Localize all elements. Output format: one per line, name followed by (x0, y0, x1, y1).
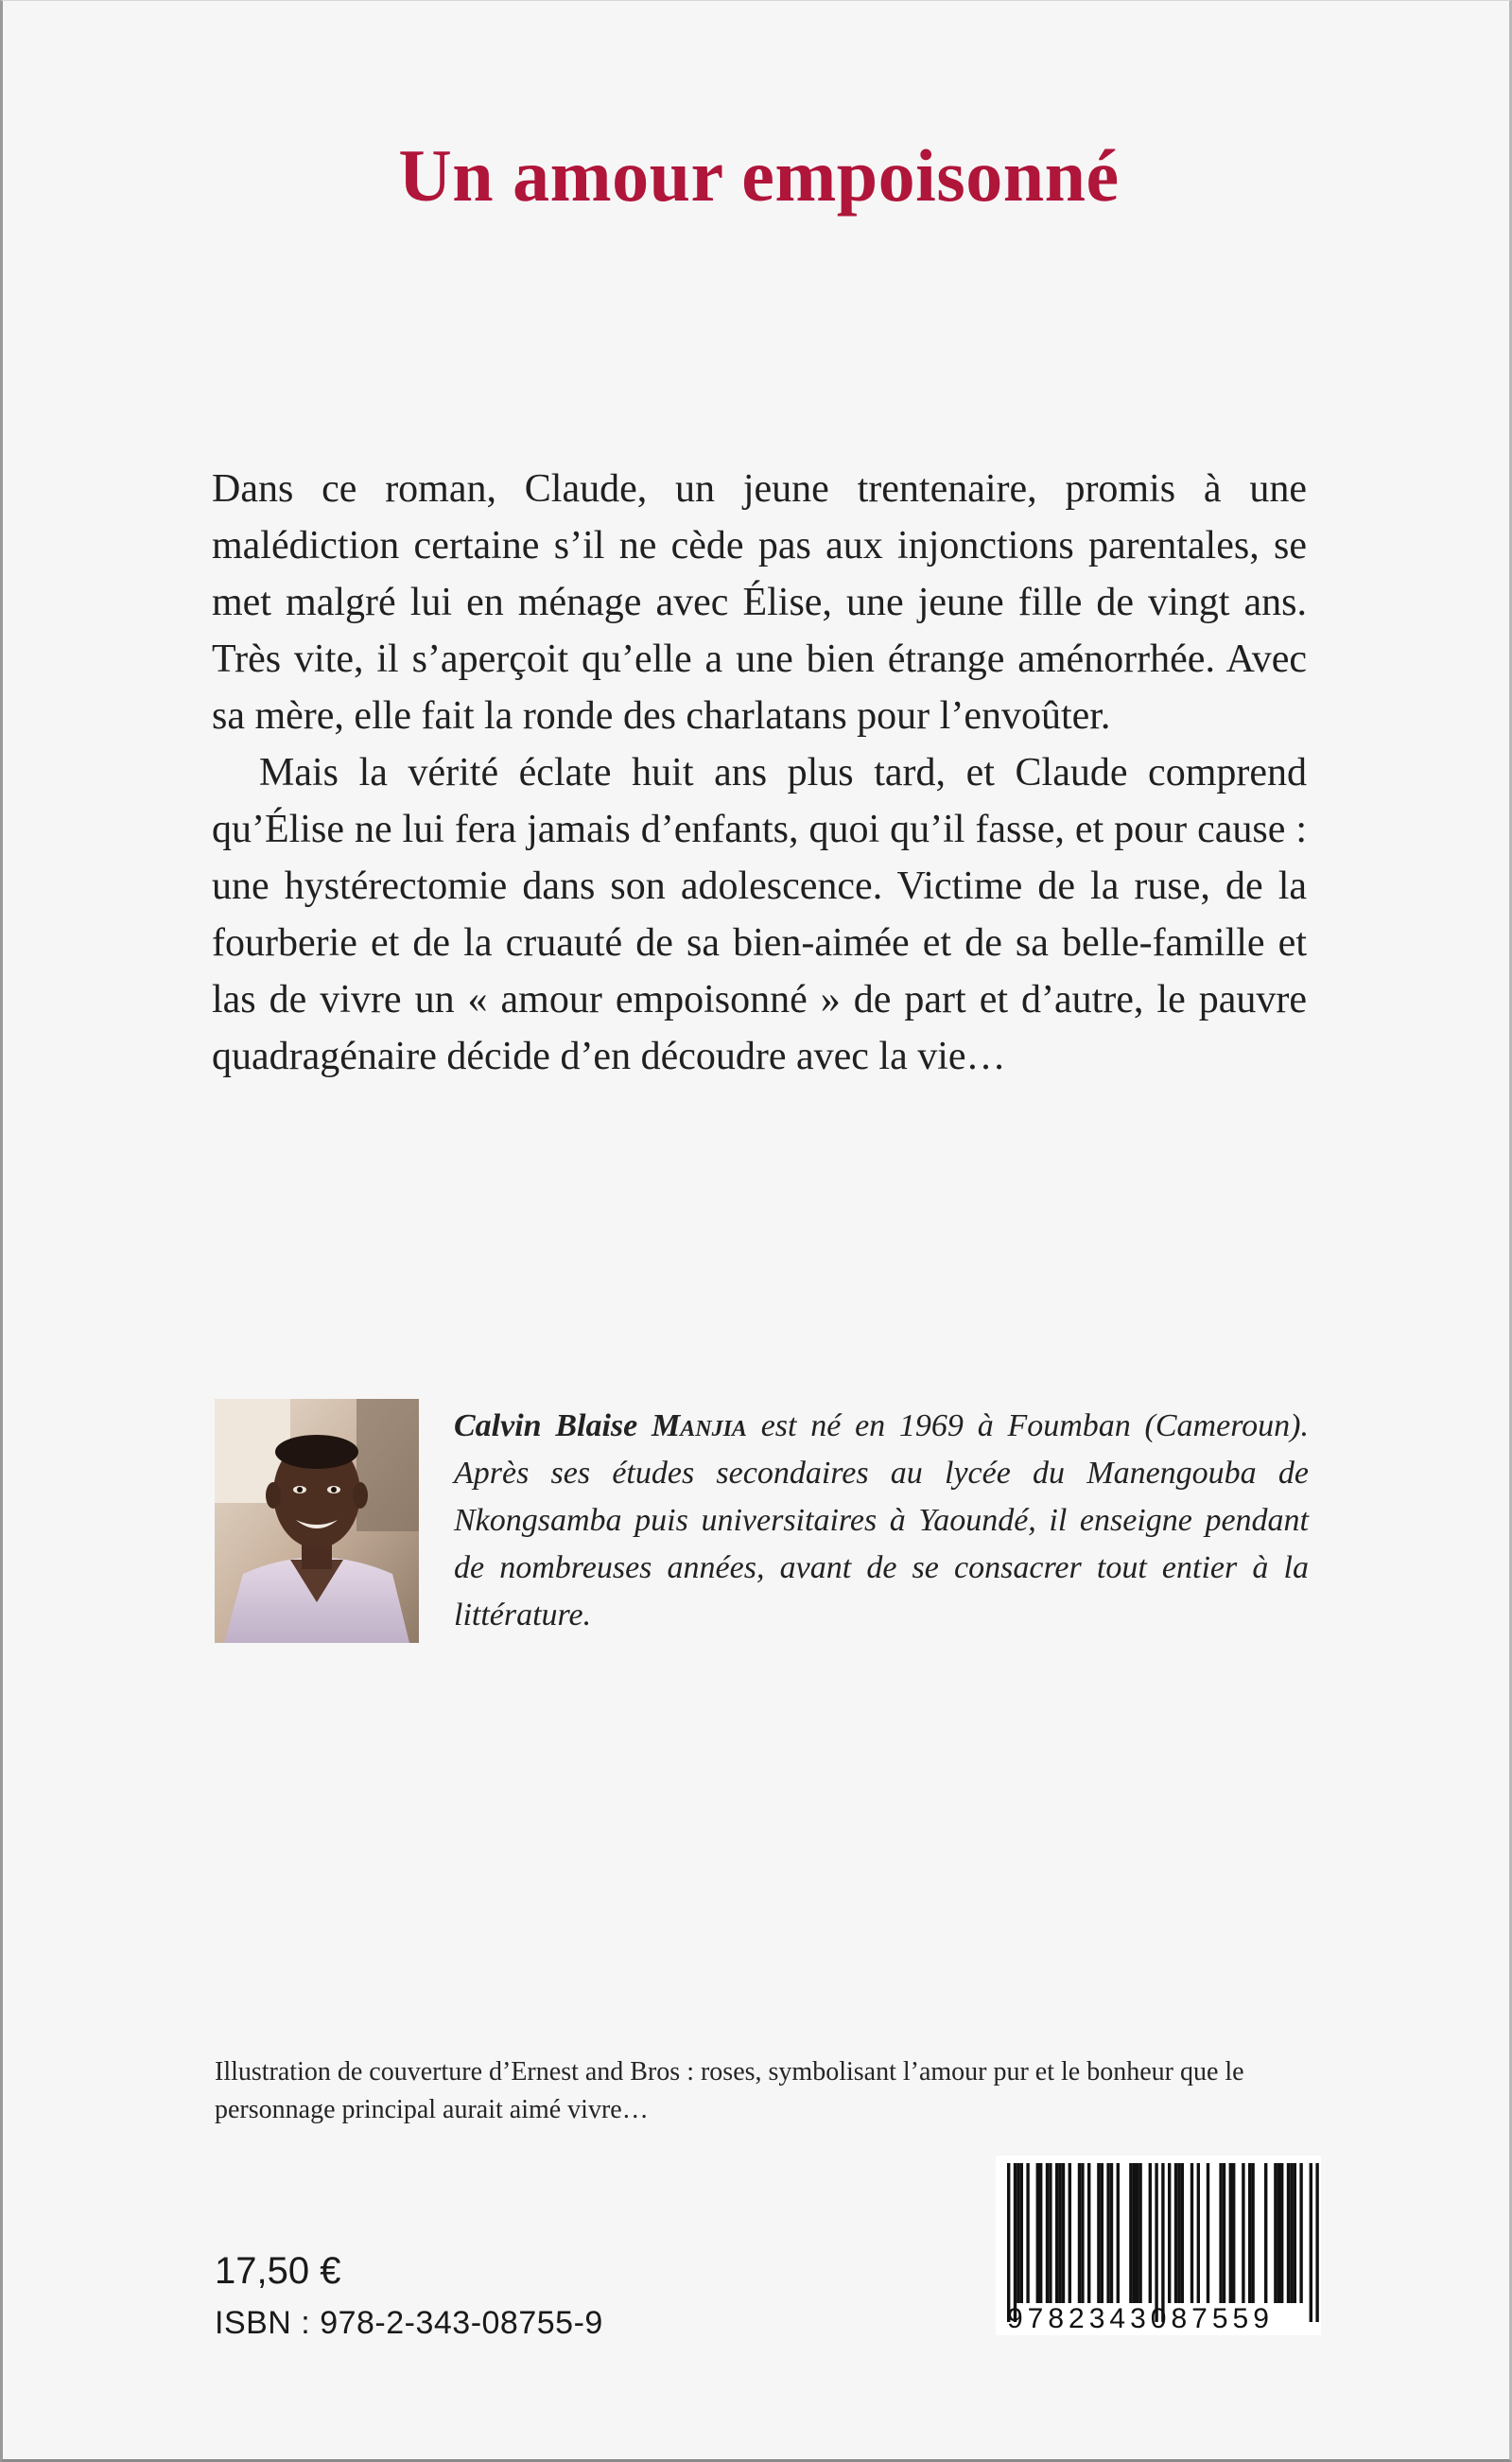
barcode-bar (1058, 2163, 1061, 2303)
synopsis (212, 461, 1307, 1085)
barcode-bar (1081, 2163, 1084, 2303)
barcode-bar (1280, 2163, 1283, 2303)
barcode-bar (1310, 2163, 1312, 2322)
barcode-bar (1161, 2163, 1164, 2322)
barcode-bar (1251, 2163, 1254, 2303)
synopsis-paragraph-2: Mais la vérité éclate huit ans plus tard, et Claude comprend qu’Élise ne lui fera jamais d’enfants, quoi qu’il fasse, et pour cause : une hystérectomie dans son adolescence. Victime de la ruse, de la fourberie et de la cruauté de sa bien-aimée et de sa belle-famille et las de vivre un « amour empoisonné » de part et d’autre, le pauvre quadragénaire décide d’en découdre avec la vie… (212, 751, 1307, 1078)
barcode-bar (1087, 2163, 1090, 2303)
barcode-bar (1069, 2163, 1071, 2303)
barcode-bar (1287, 2163, 1290, 2303)
barcode-bar (1174, 2163, 1177, 2303)
price: 17,50 € (215, 2250, 341, 2292)
author-first-names: Calvin Blaise (454, 1408, 638, 1443)
barcode-bar (1078, 2163, 1081, 2303)
barcode-bar (1049, 2163, 1051, 2303)
barcode-bar (1097, 2163, 1100, 2303)
barcode-bar (1168, 2163, 1171, 2303)
barcode-bar (1232, 2163, 1235, 2303)
barcode-bar (1062, 2163, 1065, 2303)
barcode-bar (1117, 2163, 1120, 2303)
barcode-bar (1055, 2163, 1058, 2303)
barcode-bar (1190, 2163, 1193, 2303)
isbn: ISBN : 978-2-343-08755-9 (215, 2305, 603, 2341)
barcode-bar (1133, 2163, 1136, 2303)
author-last-name: Manjia (652, 1408, 747, 1443)
barcode-bar (1277, 2163, 1280, 2303)
barcode-bar (1264, 2163, 1267, 2303)
barcode-bar (1017, 2163, 1019, 2303)
barcode-bar (1242, 2163, 1244, 2303)
author-bio-text: est né en 1969 à Foumban (Cameroun). Après ses études secondaires au lycée du Manengouba de Nkongsamba puis universitaires à Yaoundé, il enseigne pendant de nombreuses années, avant de se consacrer tout entier à la littérature. (454, 1408, 1309, 1633)
barcode-bar (1294, 2163, 1296, 2303)
barcode-bar (1136, 2163, 1138, 2303)
barcode-bar (1101, 2163, 1104, 2303)
barcode-bar (1020, 2163, 1023, 2303)
barcode-bar (1219, 2163, 1222, 2303)
barcode-bar (1007, 2163, 1010, 2322)
synopsis-paragraph-1: Dans ce roman, Claude, un jeune trentenaire, promis à une malédiction certaine s’il ne cède pas aux injonctions parentales, se met malgré lui en ménage avec Élise, une jeune fille de vingt ans. Très vite, il s’aperçoit qu’elle a une bien étrange aménorrhée. Avec sa mère, elle fait la ronde des charlatans pour l’envoûter. (212, 467, 1307, 738)
barcode-bar (1207, 2163, 1209, 2303)
barcode-bar (1197, 2163, 1200, 2303)
barcode-bar (1106, 2163, 1109, 2303)
barcode-bar (1229, 2163, 1232, 2303)
barcode-bar (1110, 2163, 1113, 2303)
barcode-bar (1181, 2163, 1184, 2303)
barcode-bar (1223, 2163, 1225, 2303)
barcode-bar (1274, 2163, 1277, 2303)
barcode-bar (1290, 2163, 1293, 2303)
illustration-credit: Illustration de couverture d’Ernest and Bros : roses, symbolisant l’amour pur et le bonheur que le personnage principal aurait aimé vivre… (215, 2057, 1244, 2124)
barcode-digits: 9782343087559 (1007, 2303, 1274, 2334)
barcode-bar (1014, 2163, 1017, 2322)
barcode-bar (1039, 2163, 1042, 2303)
barcode-bar (1046, 2163, 1049, 2303)
author-bio (454, 1403, 1309, 1639)
barcode-bar (1315, 2163, 1318, 2322)
barcode-bar (1129, 2163, 1132, 2303)
barcode-bar (1026, 2163, 1029, 2303)
barcode-bar (1138, 2163, 1141, 2303)
barcode-bar (1149, 2163, 1152, 2303)
barcode-bar (1036, 2163, 1039, 2303)
barcode-bar (1248, 2163, 1251, 2303)
barcode-bar (1155, 2163, 1157, 2322)
book-title: Un amour empoisonné (398, 134, 1120, 217)
barcode-bar (1299, 2163, 1302, 2303)
author-photo (215, 1399, 419, 1643)
barcode-bar (1177, 2163, 1180, 2303)
